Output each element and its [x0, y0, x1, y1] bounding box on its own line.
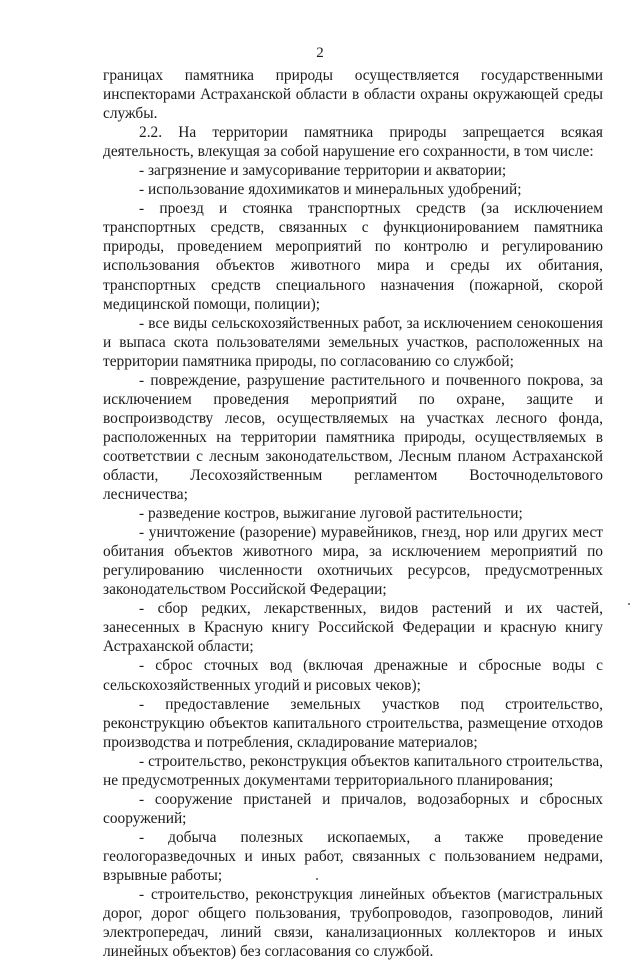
- list-item-rare-plants: - сбор редких, лекарственных, видов растений и их частей, занесенных в Красную книгу Российской Федерации и красную книгу Астраханской области;: [103, 600, 603, 656]
- list-item-construction: - строительство, реконструкция объектов капитального строительства, не предусмотренных документами территориального планирования;: [103, 752, 603, 789]
- list-item-pollution: - загрязнение и замусоривание территории и акватории;: [139, 162, 507, 180]
- list-item-vehicles: - проезд и стоянка транспортных средств (за исключением транспортных средств, связанных с функционированием памятника природы, проведением мероприятий по контролю и регулированию использования объектов животного мира и среды их обитания, транспортных средств специального назначения (пожарной, скорой медицинской помощи, полиции);: [103, 200, 603, 313]
- scan-speck: [628, 603, 630, 605]
- scan-speck: [316, 878, 318, 880]
- list-item-land-allocation: - предоставление земельных участков под строительство, реконструкцию объектов капитального строительства, размещение отходов производства и потребления, складирование материалов;: [103, 695, 603, 751]
- list-item-linear-objects: - строительство, реконструкция линейных объектов (магистральных дорог, дорог общего пользования, трубопроводов, газопроводов, линий электропередач, линий связи, канализационных коллекторов и иных линейных объектов) без согласования со службой.: [103, 886, 603, 961]
- list-item-vegetation-damage: - повреждение, разрушение растительного и почвенного покрова, за исключением проведения мероприятий по охране, защите и воспроизводству лесов, осуществляемых на участках лесного фонда, расположенных на территории памятника природы, осуществляемых в соответствии с лесным законодательством, Лесным планом Астраханской области, Лесохозяйственным регламентом Восточнодельтового лесничества;: [103, 371, 603, 504]
- list-item-mining: - добыча полезных ископаемых, а также проведение геологоразведочных и иных работ, связанных с пользованием недрами, взрывные работы;: [103, 828, 603, 884]
- page-number: 2: [316, 45, 324, 61]
- document-body: [103, 66, 603, 961]
- list-item-agriculture: - все виды сельскохозяйственных работ, за исключением сенокошения и выпаса скота пользователями земельных участков, расположенных на территории памятника природы, по согласованию со службой;: [103, 314, 603, 370]
- paragraph-2-2: 2.2. На территории памятника природы запрещается всякая деятельность, влекущая за собой нарушение его сохранности, в том числе:: [103, 124, 603, 161]
- list-item-fires: - разведение костров, выжигание луговой растительности;: [139, 505, 523, 523]
- list-item-chemicals: - использование ядохимикатов и минеральных удобрений;: [139, 181, 522, 199]
- paragraph-continuation: границах памятника природы осуществляется государственными инспекторами Астраханской области в области охраны окружающей среды службы.: [103, 67, 603, 123]
- list-item-wastewater: - сброс сточных вод (включая дренажные и сбросные воды с сельскохозяйственных угодий и рисовых чеков);: [103, 657, 603, 694]
- list-item-piers: - сооружение пристаней и причалов, водозаборных и сбросных сооружений;: [103, 790, 603, 827]
- list-item-habitat-destruction: - уничтожение (разорение) муравейников, гнезд, нор или других мест обитания объектов животного мира, за исключением мероприятий по регулированию численности охотничьих ресурсов, предусмотренных законодательством Российской Федерации;: [103, 524, 603, 599]
